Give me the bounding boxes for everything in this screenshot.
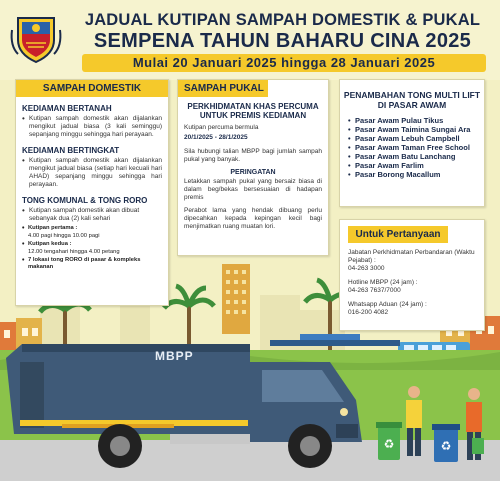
title-line-2: SEMPENA TAHUN BAHARU CINA 2025 [93,30,472,52]
highrise-title: KEDIAMAN BERTINGKAT [22,146,120,155]
landed-title: KEDIAMAN BERTANAH [22,104,112,113]
list-item: • Pasar Awam Taimina Sungai Ara [348,125,478,134]
warning-text: Letakkan sampah pukal yang bersaiz biasa di dalam beg/bekas bersesuaian di hadapan premis [184,178,322,201]
truck-label: MBPP [155,349,194,363]
domestic-waste-panel [15,79,169,306]
communal-text: • Kutipan sampah domestik akan dibuat sebanyak dua (2) kali sehari [22,207,162,223]
warning-title: PERINGATAN [230,169,276,176]
free-service-title: PERKHIDMATAN KHAS PERCUMA UNTUK PREMIS KEDIAMAN [187,102,319,120]
list-item: • Pasar Awam Batu Lanchang [348,152,478,161]
free-collection-label: Kutipan percuma bermula [184,124,259,131]
title-line-1: JADUAL KUTIPAN SAMPAH DOMESTIK & PUKAL [84,11,481,29]
bulk-contact-text: Sila hubungi talian MBPP bagi jumlah sampah pukal yang banyak. [184,148,322,163]
first-collection-time: 4.00 pagi hingga 10.00 pagi [28,233,100,239]
multilift-panel [339,79,485,207]
hotline-label: Hotline MBPP (24 jam) : [348,279,418,286]
whatsapp-phone: 016-200 4082 [348,309,389,316]
list-item: • Pasar Awam Lebuh Campbell [348,134,478,143]
free-collection-dates: 20/1/2025 - 28/1/2025 [184,134,248,141]
domestic-heading: SAMPAH DOMESTIK [16,80,168,97]
bulk-waste-panel [177,79,329,256]
whatsapp-label: Whatsapp Aduan (24 jam) : [348,301,427,308]
list-item: • Pasar Awam Farlim [348,161,478,170]
enquiry-panel [339,219,485,331]
svg-text:♻: ♻ [383,437,395,451]
list-item: • Pasar Borong Macallum [348,170,478,179]
multilift-title: PENAMBAHAN TONG MULTI LIFT DI PASAR AWAM [343,90,481,110]
department-label: Jabatan Perkhidmatan Perbandaran (Waktu Pejabat) : [348,249,475,264]
market-list [348,116,478,179]
date-range-bar: Mulai 20 Januari 2025 hingga 28 Januari 2025 [82,54,486,72]
hotline-phone: 04-263 7637/7000 [348,287,401,294]
landed-text: • Kutipan sampah domestik akan dijalankan mengikut jadual biasa (3 kali seminggu) sepanjang minggu sehingga hari perayaan. [22,115,162,139]
first-collection-label: • Kutipan pertama : [28,225,162,232]
communal-title: TONG KOMUNAL & TONG RORO [22,196,148,205]
garbage-truck-icon [0,322,372,472]
department-phone: 04-263 3000 [348,265,385,272]
second-collection-time: 12.00 tengahari hingga 4.00 petang [28,249,120,255]
second-collection-label: • Kutipan kedua : [28,241,162,248]
roro-locations: • 7 lokasi tong RORO di pasar & kompleks makanan [28,257,162,271]
list-item: • Pasar Awam Pulau Tikus [348,116,478,125]
list-item: • Pasar Awam Taman Free School [348,143,478,152]
workers-with-bins-icon [376,384,496,470]
bulk-heading: SAMPAH PUKAL [178,80,268,97]
enquiry-heading: Untuk Pertanyaan [348,226,448,243]
highrise-text: • Kutipan sampah domestik akan dijalankan mengikut jadual biasa (setiap hari kecuali hari AHAD) sepanjang minggu sehingga hari perayaan. [22,157,162,189]
svg-text:♻: ♻ [440,439,452,453]
furniture-text: Perabot lama yang hendak dibuang perlu dipecahkan kepada kepingan kecil bagi menjimatkan ruang muatan lori. [184,207,322,230]
